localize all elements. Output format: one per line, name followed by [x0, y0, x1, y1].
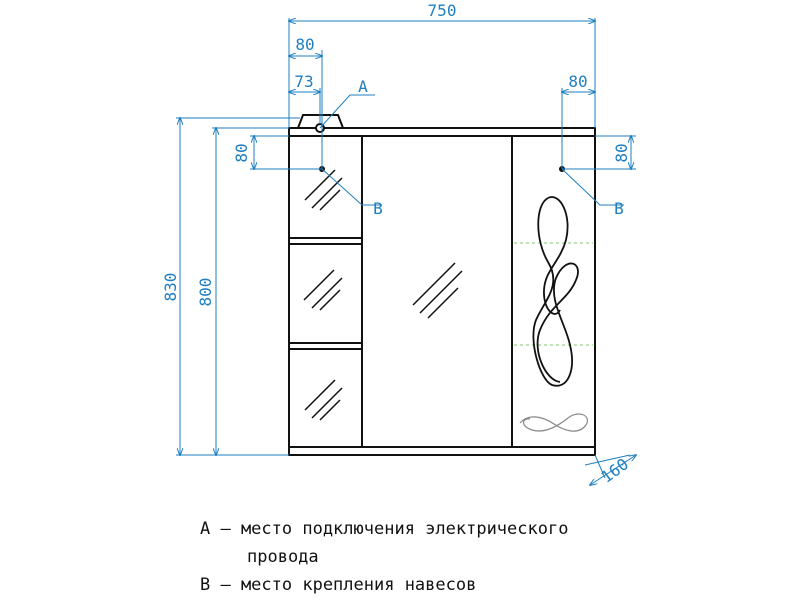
label-b-right: B — [614, 199, 624, 218]
center-mirror — [362, 136, 512, 447]
left-column — [289, 136, 362, 447]
dimension-lines — [176, 18, 636, 485]
dim-left-vertical: 80 — [232, 143, 251, 163]
label-a: A — [358, 77, 368, 96]
dim-socket-offset: 73 — [294, 72, 314, 91]
legend — [200, 515, 568, 599]
label-b-left: B — [373, 199, 383, 218]
left-compartment-top — [289, 136, 362, 238]
dim-left-offset: 80 — [295, 35, 315, 54]
dim-right-offset: 80 — [568, 72, 588, 91]
top-plate — [289, 128, 595, 136]
legend-a-line1: A – место подключения электрического — [200, 519, 569, 539]
swirl-ornament — [533, 197, 578, 386]
legend-a-line2: провода — [247, 547, 319, 567]
dim-body-height: 800 — [196, 277, 215, 307]
bottom-plate — [289, 447, 595, 455]
dim-right-vertical: 80 — [612, 143, 631, 163]
dim-depth: 160 — [597, 454, 633, 487]
dim-total-width: 750 — [427, 1, 457, 20]
left-compartment-bottom — [289, 349, 362, 447]
reflection-marks — [304, 170, 462, 420]
logo-ornament — [520, 414, 587, 431]
dim-total-height: 830 — [161, 272, 180, 302]
legend-b-line: B – место крепления навесов — [200, 575, 477, 595]
